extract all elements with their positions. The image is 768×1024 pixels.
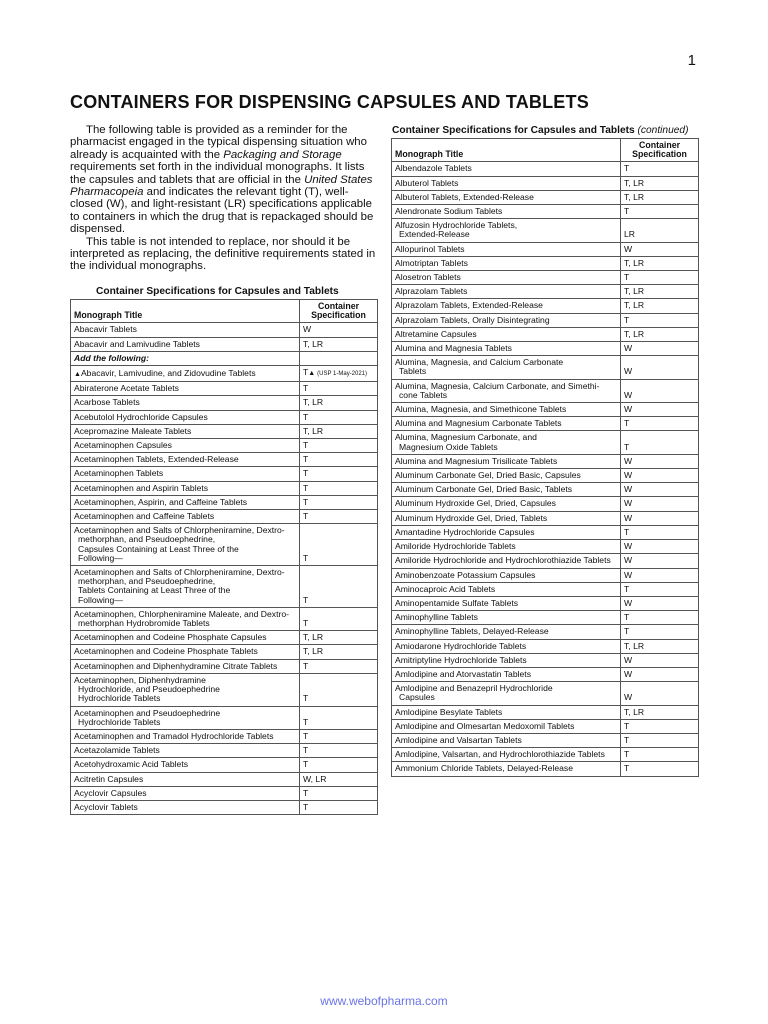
container-spec-cell: T, LR (300, 645, 378, 659)
table-row (71, 706, 378, 729)
table-row (71, 607, 378, 630)
table-row (392, 205, 699, 219)
container-spec-cell: T (300, 382, 378, 396)
monograph-title-cell: Acetaminophen and Codeine Phosphate Tablets (71, 645, 300, 659)
table-row (71, 510, 378, 524)
container-spec-cell: T (300, 729, 378, 743)
container-spec-cell: T (621, 525, 699, 539)
table-row (392, 219, 699, 242)
container-spec-cell: T (300, 439, 378, 453)
monograph-title-cell: Albuterol Tablets (392, 176, 621, 190)
container-spec-cell: T (300, 410, 378, 424)
monograph-title-cell: Acetohydroxamic Acid Tablets (71, 758, 300, 772)
container-spec-cell: T (300, 510, 378, 524)
monograph-title-cell: Altretamine Capsules (392, 327, 621, 341)
monograph-title-cell: Acetaminophen and Salts of Chlorpheniramine, Dextro- methorphan, and Pseudoephedrine, Capsules Containing at Least Three of the Following— (71, 524, 300, 566)
table-row (71, 744, 378, 758)
monograph-title-cell: Amiloride Hydrochloride and Hydrochlorothiazide Tablets (392, 554, 621, 568)
container-spec-cell: T, LR (300, 631, 378, 645)
container-spec-cell: T (300, 495, 378, 509)
container-spec-cell: T (621, 431, 699, 454)
table-row (71, 645, 378, 659)
monograph-title-cell: Alprazolam Tablets, Orally Disintegrating (392, 313, 621, 327)
monograph-title-cell: Amlodipine Besylate Tablets (392, 705, 621, 719)
table-row (392, 625, 699, 639)
table-row (392, 540, 699, 554)
table-header-row (71, 300, 378, 323)
table-row (71, 495, 378, 509)
left-spec-table (70, 299, 378, 815)
revision-start-mark: ▲ (74, 371, 81, 379)
container-spec-cell: T, LR (621, 327, 699, 341)
container-spec-cell: W (621, 568, 699, 582)
monograph-title-cell: Acetaminophen and Aspirin Tablets (71, 481, 300, 495)
revision-note: (USP 1-May-2021) (317, 371, 368, 378)
monograph-title-cell: Alumina, Magnesia, Calcium Carbonate, and Simethi- cone Tablets (392, 379, 621, 402)
table-row (392, 667, 699, 681)
container-spec-cell: W (621, 554, 699, 568)
table-row (392, 327, 699, 341)
container-spec-cell: T (621, 271, 699, 285)
table-row (71, 800, 378, 814)
monograph-title-cell: Aminophylline Tablets, Delayed-Release (392, 625, 621, 639)
monograph-title-cell: Amiodarone Hydrochloride Tablets (392, 639, 621, 653)
container-spec-cell: T, LR (300, 337, 378, 351)
table-row (392, 454, 699, 468)
table-row (392, 568, 699, 582)
table-row (392, 313, 699, 327)
monograph-title-cell: Acetaminophen Capsules (71, 439, 300, 453)
container-spec-cell: W (621, 497, 699, 511)
container-spec-cell: T (300, 744, 378, 758)
container-spec-cell: T (621, 582, 699, 596)
container-spec-cell: W (621, 342, 699, 356)
container-spec-cell: T (300, 607, 378, 630)
container-spec-cell: T (621, 205, 699, 219)
monograph-title-cell: Acetaminophen and Pseudoephedrine Hydrochloride Tablets (71, 706, 300, 729)
monograph-title-cell: Acetaminophen and Tramadol Hydrochloride Tablets (71, 729, 300, 743)
table-header-row (392, 139, 699, 162)
container-spec-cell: T, LR (621, 176, 699, 190)
table-row (392, 525, 699, 539)
monograph-title-cell: Allopurinol Tablets (392, 242, 621, 256)
monograph-title-cell: Acetaminophen Tablets (71, 467, 300, 481)
container-spec-cell: T (621, 719, 699, 733)
table-row (71, 729, 378, 743)
monograph-title-cell: Alumina and Magnesium Carbonate Tablets (392, 417, 621, 431)
monograph-title-cell: Acetaminophen and Caffeine Tablets (71, 510, 300, 524)
container-spec-cell: T, LR (621, 256, 699, 270)
table-row (392, 242, 699, 256)
container-spec-cell: W (621, 379, 699, 402)
table-row (392, 176, 699, 190)
table-row (71, 323, 378, 337)
monograph-title-cell: Amlodipine, Valsartan, and Hydrochlorothiazide Tablets (392, 748, 621, 762)
monograph-title-cell: Acetaminophen, Diphenhydramine Hydrochloride, and Pseudoephedrine Hydrochloride Tablets (71, 673, 300, 706)
right-table-body (392, 162, 699, 776)
container-spec-cell: T (621, 748, 699, 762)
watermark-link[interactable]: www.webofpharma.com (320, 994, 448, 1008)
table-row (392, 682, 699, 705)
container-spec-cell: T (621, 417, 699, 431)
table-row (71, 396, 378, 410)
monograph-title-cell: Aluminum Hydroxide Gel, Dried, Tablets (392, 511, 621, 525)
container-spec-cell: T (300, 524, 378, 566)
intro-paragraph-2: This table is not intended to replace, nor should it be interpreted as replacing, the definitive requirements stated in the individual monographs. (70, 235, 376, 273)
container-spec-cell: T▲ (USP 1-May-2021) (300, 366, 378, 382)
monograph-title-cell: ▲Abacavir, Lamivudine, and Zidovudine Tablets (71, 366, 300, 382)
section-label: Add the following: (71, 351, 300, 365)
monograph-title-cell: Amiloride Hydrochloride Tablets (392, 540, 621, 554)
table-row (392, 733, 699, 747)
container-spec-cell: T, LR (621, 299, 699, 313)
monograph-title-cell: Abacavir Tablets (71, 323, 300, 337)
column-header-spec: Container Specification (300, 300, 378, 323)
table-row (71, 566, 378, 608)
container-spec-cell: W (621, 403, 699, 417)
monograph-title-cell: Alprazolam Tablets, Extended-Release (392, 299, 621, 313)
page-number: 1 (687, 52, 696, 69)
table-row (392, 403, 699, 417)
container-spec-cell: T (300, 566, 378, 608)
monograph-title-cell: Acarbose Tablets (71, 396, 300, 410)
container-spec-cell: T, LR (621, 639, 699, 653)
monograph-title-cell: Acetaminophen, Aspirin, and Caffeine Tablets (71, 495, 300, 509)
monograph-title-cell: Amitriptyline Hydrochloride Tablets (392, 653, 621, 667)
table-row (392, 299, 699, 313)
monograph-title-cell: Aluminum Carbonate Gel, Dried Basic, Tablets (392, 483, 621, 497)
monograph-title-cell: Albendazole Tablets (392, 162, 621, 176)
container-spec-cell: T (621, 733, 699, 747)
monograph-title-cell: Alendronate Sodium Tablets (392, 205, 621, 219)
monograph-title-cell: Alosetron Tablets (392, 271, 621, 285)
table-row (392, 162, 699, 176)
monograph-title-cell: Acetaminophen and Salts of Chlorpheniramine, Dextro- methorphan, and Pseudoephedrine, Tablets Containing at Least Three of the Following— (71, 566, 300, 608)
table-row (392, 256, 699, 270)
container-spec-cell: W (621, 483, 699, 497)
monograph-title-cell: Alumina, Magnesia, and Calcium Carbonate Tablets (392, 356, 621, 379)
container-spec-cell: T, LR (621, 190, 699, 204)
table-row (392, 356, 699, 379)
container-spec-cell: W (621, 511, 699, 525)
container-spec-cell: W, LR (300, 772, 378, 786)
table-row (71, 481, 378, 495)
table-row (71, 659, 378, 673)
monograph-title-cell: Abiraterone Acetate Tablets (71, 382, 300, 396)
monograph-title-cell: Acetaminophen Tablets, Extended-Release (71, 453, 300, 467)
container-spec-cell: T (300, 453, 378, 467)
table-row (392, 271, 699, 285)
table-row (71, 467, 378, 481)
table-row (392, 497, 699, 511)
container-spec-cell: T (300, 673, 378, 706)
intro-paragraph-1: The following table is provided as a reminder for the pharmacist engaged in the typical dispensing situation who already is acquainted with the Packaging and Storage requirements set forth in the individual monographs. It lists the capsules and tablets that are official in the United States Pharmacopeia and indicates the relevant tight (T), well-closed (W), and light-resistant (LR) specifications applicable to containers in which the drug that is repackaged should be dispensed. (70, 124, 374, 236)
monograph-title-cell: Alumina, Magnesium Carbonate, and Magnesium Oxide Tablets (392, 431, 621, 454)
table-row (392, 639, 699, 653)
monograph-title-cell: Acitretin Capsules (71, 772, 300, 786)
left-table-body (71, 323, 378, 815)
monograph-title-cell: Aminobenzoate Potassium Capsules (392, 568, 621, 582)
table-row (392, 748, 699, 762)
container-spec-cell: W (621, 682, 699, 705)
column-header-title: Monograph Title (71, 300, 300, 323)
monograph-title-cell: Amantadine Hydrochloride Capsules (392, 525, 621, 539)
monograph-title-cell: Alumina, Magnesia, and Simethicone Tablets (392, 403, 621, 417)
container-spec-cell: W (621, 469, 699, 483)
container-spec-cell: T, LR (621, 705, 699, 719)
table-row (392, 596, 699, 610)
container-spec-cell: T (300, 786, 378, 800)
container-spec-cell: T (300, 800, 378, 814)
container-spec-cell: T (300, 706, 378, 729)
monograph-title-cell: Aminophylline Tablets (392, 611, 621, 625)
monograph-title-cell: Aminocaproic Acid Tablets (392, 582, 621, 596)
monograph-title-cell: Acepromazine Maleate Tablets (71, 424, 300, 438)
page-title: CONTAINERS FOR DISPENSING CAPSULES AND TABLETS (70, 92, 589, 112)
table-row (392, 582, 699, 596)
monograph-title-cell: Almotriptan Tablets (392, 256, 621, 270)
monograph-title-cell: Amlodipine and Atorvastatin Tablets (392, 667, 621, 681)
container-spec-cell: W (621, 653, 699, 667)
monograph-title-cell: Alumina and Magnesia Tablets (392, 342, 621, 356)
container-spec-cell: W (621, 667, 699, 681)
monograph-title-cell: Alprazolam Tablets (392, 285, 621, 299)
table-row (392, 719, 699, 733)
table-row (71, 382, 378, 396)
monograph-title-cell: Acetaminophen and Codeine Phosphate Capsules (71, 631, 300, 645)
left-table-caption: Container Specifications for Capsules and Tablets (96, 286, 339, 297)
container-spec-cell: T (300, 758, 378, 772)
table-row (71, 453, 378, 467)
right-spec-table (391, 138, 699, 777)
right-table-caption: Container Specifications for Capsules and Tablets (continued) (392, 125, 689, 136)
table-row (71, 631, 378, 645)
table-row (71, 772, 378, 786)
container-spec-cell: T (621, 313, 699, 327)
monograph-title-cell: Acebutolol Hydrochloride Capsules (71, 410, 300, 424)
monograph-title-cell: Acetaminophen, Chlorpheniramine Maleate, and Dextro- methorphan Hydrobromide Tablets (71, 607, 300, 630)
container-spec-cell: W (300, 323, 378, 337)
monograph-title-cell: Amlodipine and Benazepril Hydrochloride Capsules (392, 682, 621, 705)
container-spec-cell: W (621, 356, 699, 379)
table-row (392, 611, 699, 625)
table-row (71, 337, 378, 351)
table-row (71, 673, 378, 706)
table-row (71, 758, 378, 772)
container-spec-cell: T (621, 762, 699, 776)
table-row (71, 524, 378, 566)
monograph-title-cell: Aluminum Hydroxide Gel, Dried, Capsules (392, 497, 621, 511)
table-row (392, 285, 699, 299)
table-row (392, 190, 699, 204)
table-row (392, 469, 699, 483)
table-row (392, 417, 699, 431)
table-row (392, 554, 699, 568)
monograph-title-cell: Alfuzosin Hydrochloride Tablets, Extended-Release (392, 219, 621, 242)
monograph-title-cell: Ammonium Chloride Tablets, Delayed-Release (392, 762, 621, 776)
container-spec-cell: LR (621, 219, 699, 242)
section-row (71, 351, 378, 365)
container-spec-cell: T (621, 625, 699, 639)
column-header-spec: Container Specification (621, 139, 699, 162)
table-row (392, 511, 699, 525)
revision-end-mark: ▲ (308, 370, 318, 378)
table-row (392, 342, 699, 356)
monograph-title-cell: Acetaminophen and Diphenhydramine Citrate Tablets (71, 659, 300, 673)
monograph-title-cell: Alumina and Magnesium Trisilicate Tablets (392, 454, 621, 468)
container-spec-cell: T, LR (300, 424, 378, 438)
container-spec-cell: T (300, 481, 378, 495)
table-row (71, 439, 378, 453)
container-spec-cell: T (300, 659, 378, 673)
container-spec-cell: T (621, 611, 699, 625)
column-header-title: Monograph Title (392, 139, 621, 162)
table-row (71, 786, 378, 800)
table-row (392, 705, 699, 719)
container-spec-cell: T (621, 162, 699, 176)
container-spec-cell: W (621, 454, 699, 468)
table-row (71, 424, 378, 438)
table-row (392, 653, 699, 667)
table-row (392, 431, 699, 454)
table-row (71, 410, 378, 424)
intro-text (70, 124, 380, 273)
monograph-title-cell: Acyclovir Capsules (71, 786, 300, 800)
container-spec-cell: T (300, 467, 378, 481)
container-spec-cell: T, LR (621, 285, 699, 299)
container-spec-cell: W (621, 596, 699, 610)
container-spec-cell: W (621, 540, 699, 554)
table-row (392, 379, 699, 402)
table-row (392, 762, 699, 776)
table-row (71, 366, 378, 382)
container-spec-cell: T, LR (300, 396, 378, 410)
container-spec-cell: W (621, 242, 699, 256)
table-row (392, 483, 699, 497)
monograph-title-cell: Acyclovir Tablets (71, 800, 300, 814)
monograph-title-cell: Aluminum Carbonate Gel, Dried Basic, Capsules (392, 469, 621, 483)
section-spacer (300, 351, 378, 365)
monograph-title-cell: Albuterol Tablets, Extended-Release (392, 190, 621, 204)
monograph-title-cell: Amlodipine and Valsartan Tablets (392, 733, 621, 747)
monograph-title-cell: Acetazolamide Tablets (71, 744, 300, 758)
monograph-title-cell: Amlodipine and Olmesartan Medoxomil Tablets (392, 719, 621, 733)
monograph-title-cell: Abacavir and Lamivudine Tablets (71, 337, 300, 351)
monograph-title-cell: Aminopentamide Sulfate Tablets (392, 596, 621, 610)
